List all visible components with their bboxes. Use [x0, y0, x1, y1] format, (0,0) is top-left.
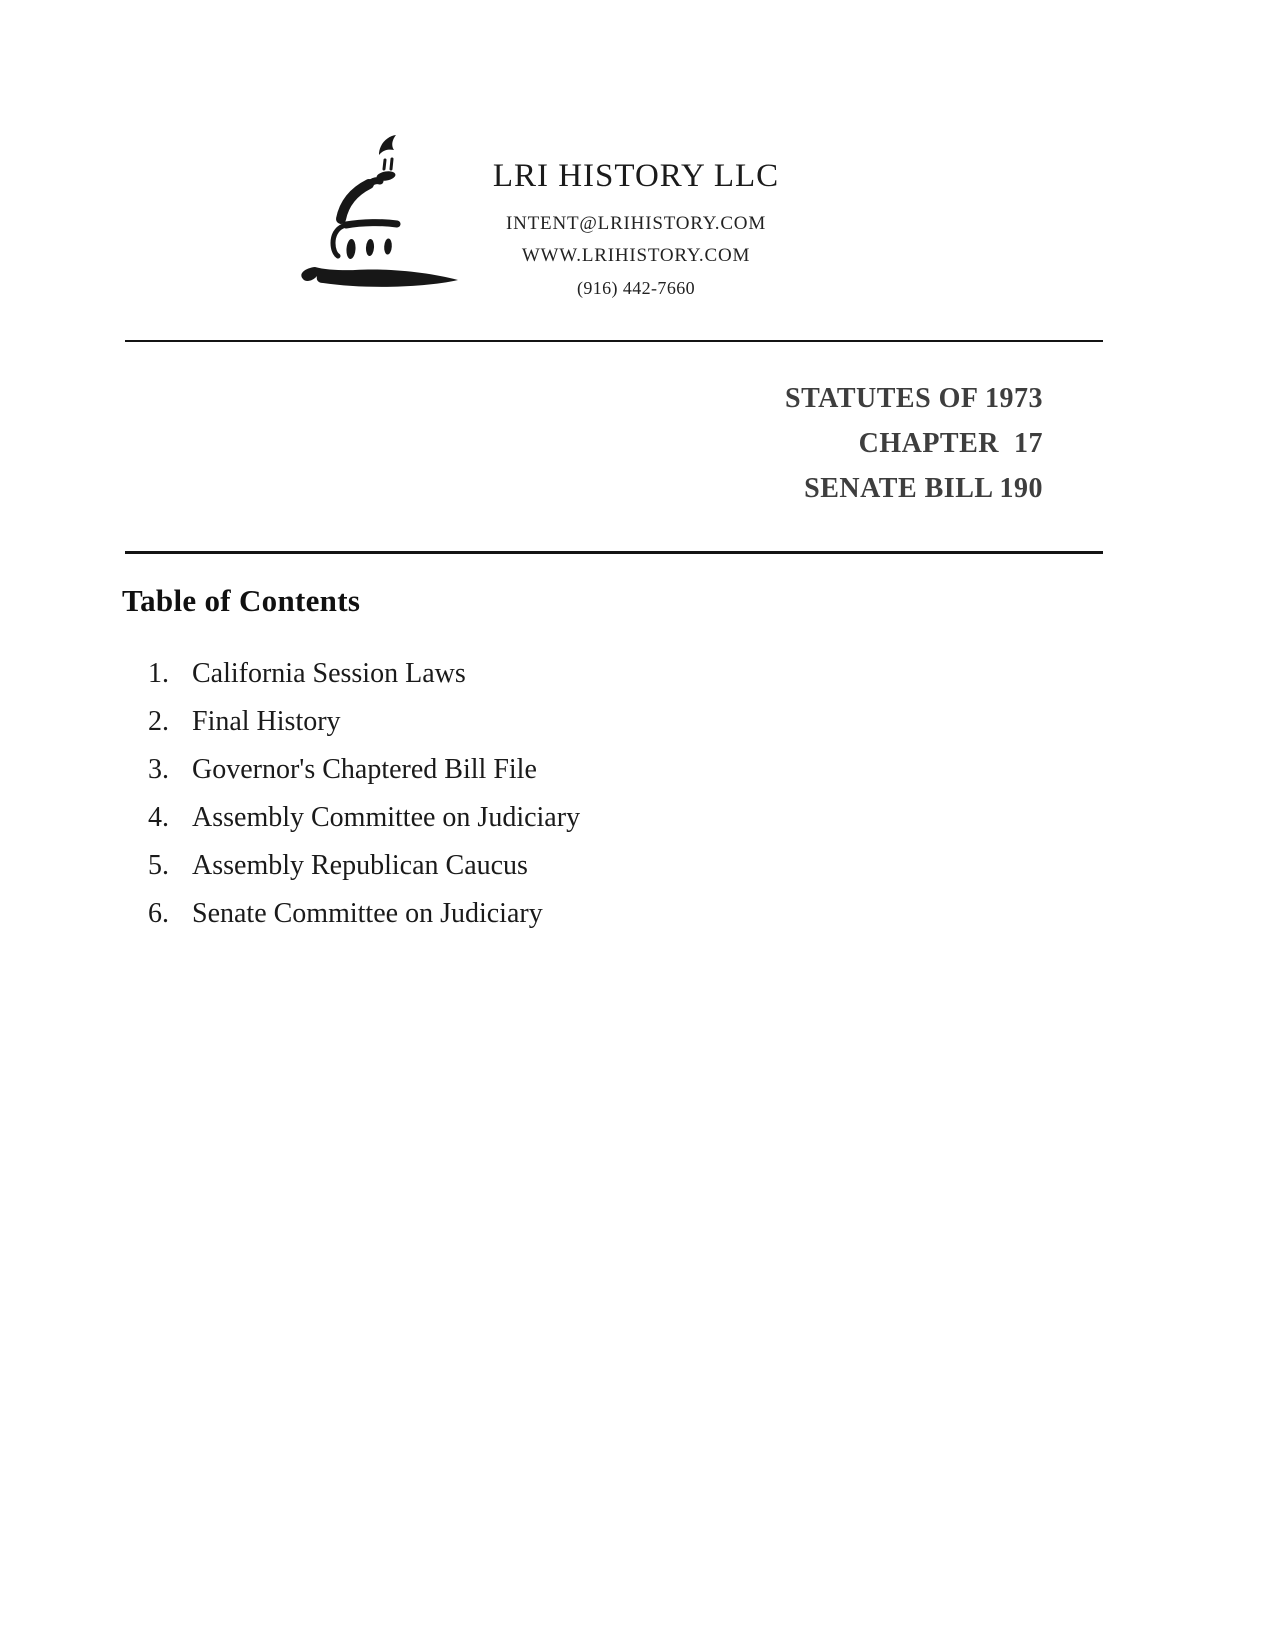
toc-item-label: Governor's Chaptered Bill File [192, 754, 537, 785]
case-reference [785, 376, 1043, 511]
toc-item [148, 890, 580, 938]
toc-item-number: 6. [148, 898, 169, 929]
senate-bill-line: SENATE BILL 190 [804, 473, 1043, 504]
toc-item-number: 2. [148, 706, 169, 737]
letterhead [436, 156, 836, 304]
toc-title: Table of Contents [122, 583, 361, 618]
toc-item [148, 746, 580, 794]
toc-item-label: California Session Laws [192, 658, 466, 689]
divider-bottom [125, 551, 1103, 554]
toc-item [148, 650, 580, 698]
toc-item-label: Final History [192, 706, 341, 737]
company-email: INTENT@LRIHISTORY.COM [505, 213, 767, 234]
statutes-line: STATUTES OF 1973 [785, 383, 1043, 414]
toc-item [148, 698, 580, 746]
divider-top [125, 340, 1103, 342]
toc-list [148, 650, 580, 938]
toc-item-number: 5. [148, 850, 169, 881]
toc-item [148, 794, 580, 842]
toc-item-label: Assembly Republican Caucus [192, 850, 528, 881]
toc-item-label: Senate Committee on Judiciary [192, 898, 543, 929]
toc-item-number: 4. [148, 802, 169, 833]
toc-item-number: 3. [148, 754, 169, 785]
toc-item-number: 1. [148, 658, 169, 689]
company-website: WWW.LRIHISTORY.COM [521, 245, 751, 266]
toc-item [148, 842, 580, 890]
company-name: LRI HISTORY LLC [492, 158, 780, 194]
company-phone: (916) 442-7660 [576, 278, 696, 298]
chapter-line: CHAPTER 17 [858, 428, 1043, 459]
toc-item-label: Assembly Committee on Judiciary [192, 802, 581, 833]
